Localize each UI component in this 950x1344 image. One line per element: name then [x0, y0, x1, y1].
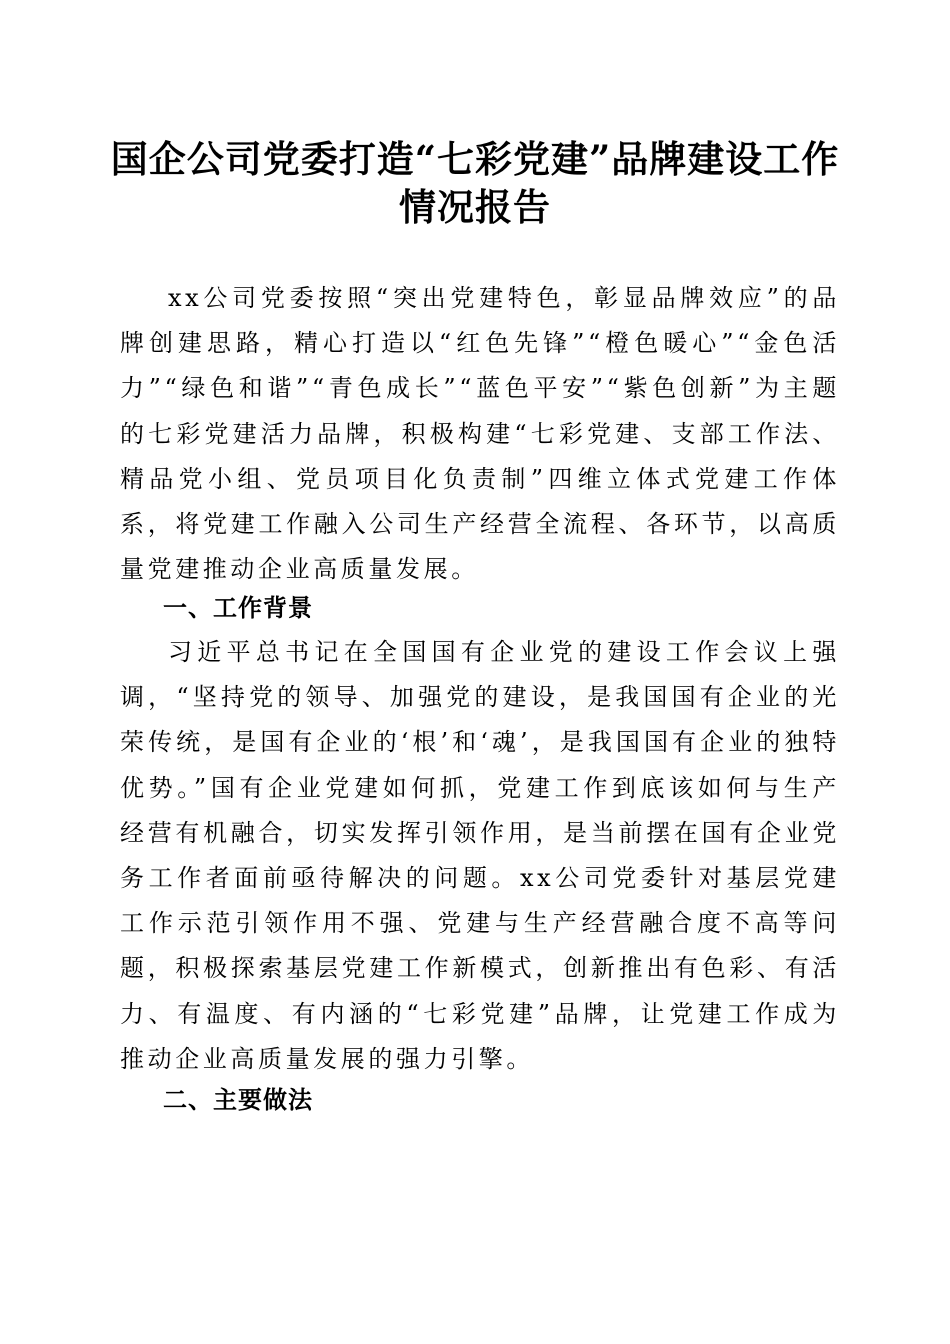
section-heading-main-practices: 二、主要做法 — [163, 1086, 313, 1114]
section-heading-background: 一、工作背景 — [163, 594, 313, 622]
paragraph-background: 习近平总书记在全国国有企业党的建设工作会议上强调，“坚持党的领导、加强党的建设，是我国国有企业的光荣传统，是国有企业的‘根’和‘魂’，是我国国有企业的独特优势。”国有企业党建如何抓，党建工作到底该如何与生产经营有机融合，切实发挥引领作用，是当前摆在国有企业党务工作者面前亟待解决的问题。xx公司党委针对基层党建工作示范引领作用不强、党建与生产经营融合度不高等问题，积极探索基层党建工作新模式，创新推出有色彩、有活力、有温度、有内涵的“七彩党建”品牌，让党建工作成为推动企业高质量发展的强力引擎。 — [120, 638, 840, 1073]
paragraph-intro: xx公司党委按照“突出党建特色，彰显品牌效应”的品牌创建思路，精心打造以“红色先锋”“橙色暖心”“金色活力”“绿色和谐”“青色成长”“蓝色平安”“紫色创新”为主题的七彩党建活力品牌，积极构建“七彩党建、支部工作法、精品党小组、党员项目化负责制”四维立体式党建工作体系，将党建工作融入公司生产经营全流程、各环节，以高质量党建推动企业高质量发展。 — [120, 284, 840, 584]
document-title-line-2: 情况报告 — [399, 185, 551, 229]
document-title-line-1: 国企公司党委打造“七彩党建”品牌建设工作 — [110, 137, 840, 181]
